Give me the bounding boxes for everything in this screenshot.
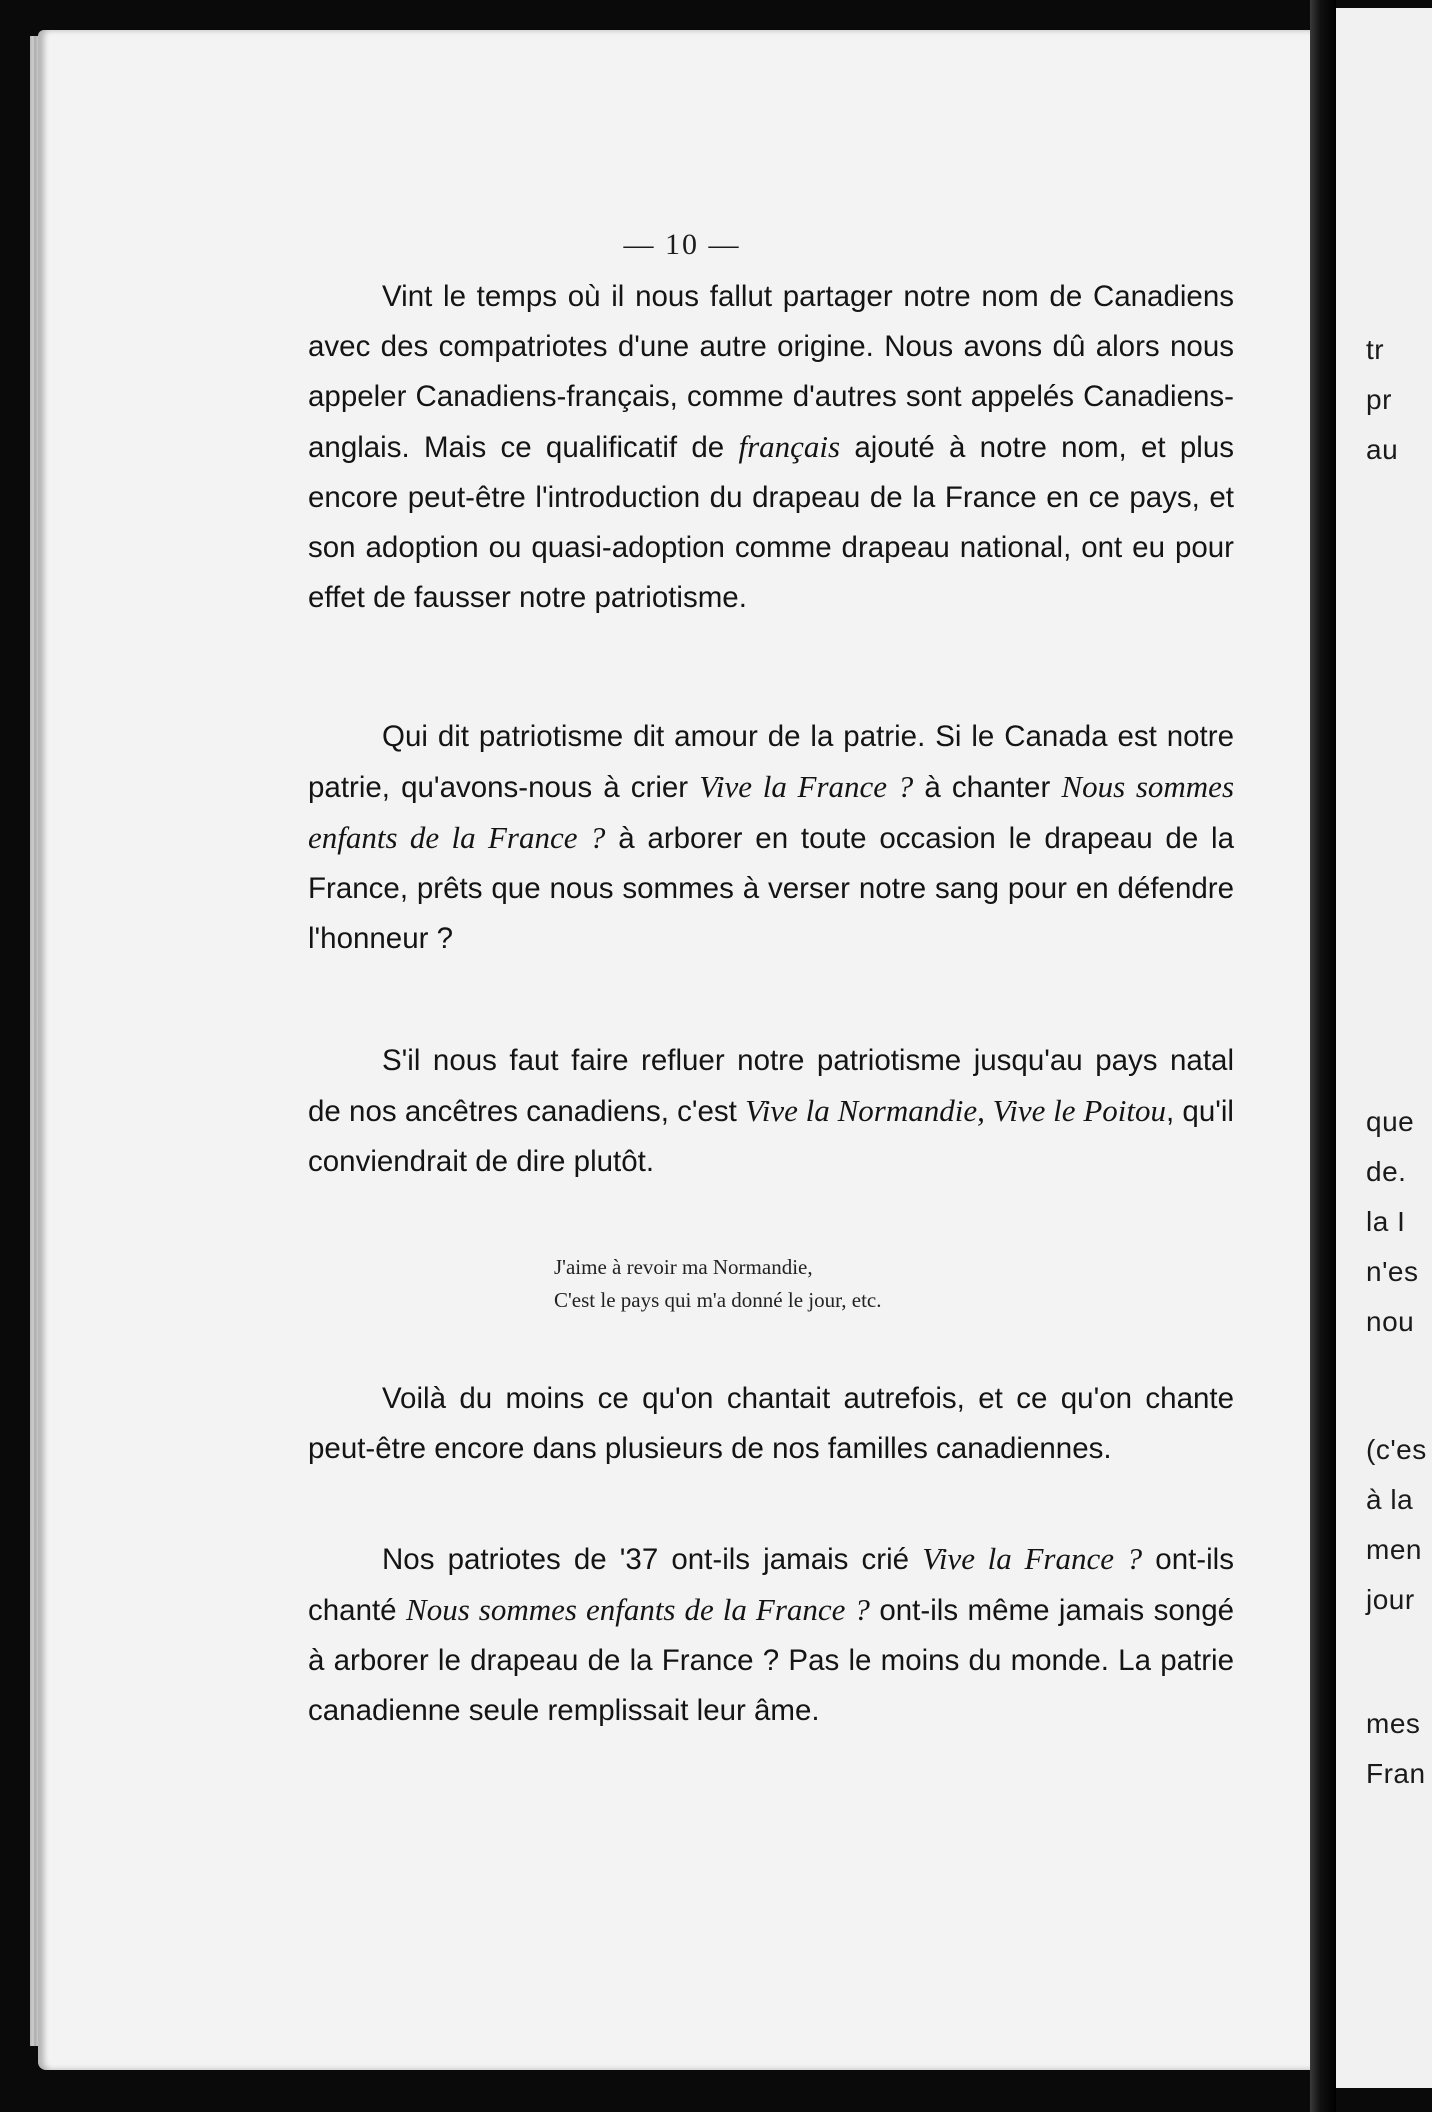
book-gutter xyxy=(1310,0,1336,2112)
text-run: à arborer en toute occasion le drapeau de la France, prêts que nous sommes à verser notre sang pour en défendre l'honneur ? xyxy=(308,822,1234,955)
facing-text: nou xyxy=(1366,1306,1415,1337)
verse-quote xyxy=(554,1251,881,1317)
body-text xyxy=(308,712,1234,964)
facing-text: la I xyxy=(1366,1206,1406,1237)
text-run: , qu'il conviendrait de dire plutôt. xyxy=(308,1095,1234,1178)
facing-text: tr xyxy=(1366,334,1385,365)
text-run: à chanter xyxy=(913,771,1062,804)
italic-run: Vive la Normandie, Vive le Poitou xyxy=(745,1093,1166,1128)
text-run: ont-ils même jamais songé à arborer le drapeau de la France ? Pas le moins du monde. La patrie canadienne seule remplissait leur âme. xyxy=(308,1594,1235,1727)
text-run: ont-ils chanté xyxy=(308,1543,1234,1627)
verse-line: C'est le pays qui m'a donné le jour, etc. xyxy=(554,1288,882,1312)
paragraph-1 xyxy=(308,272,1234,623)
facing-text: men xyxy=(1366,1534,1422,1565)
text-run: ajouté à notre nom, et plus encore peut-être l'introduction du drapeau de la France en ce pays, et son adoption ou quasi-adoption comme drapeau national, ont eu pour effet de fausser notre patriotisme. xyxy=(308,431,1234,614)
body-text xyxy=(308,272,1234,623)
body-text xyxy=(308,1534,1234,1736)
text-run: Vint le temps où il nous fallut partager notre nom de Canadiens avec des compatriotes d'une autre origine. Nous avons dû alors nous appeler Canadiens-français, comme d'autres sont appelés Canadiens-anglais. Mais ce qualificatif de xyxy=(308,280,1234,464)
page-number: — 10 — xyxy=(623,228,741,261)
italic-run: Nous sommes enfants de la France ? xyxy=(308,769,1235,855)
facing-text: jour xyxy=(1366,1584,1415,1615)
italic-run: français xyxy=(738,429,841,464)
text-run: Voilà du moins ce qu'on chantait autrefois, et ce qu'on chante peut-être encore dans plusieurs de nos familles canadiennes. xyxy=(308,1382,1234,1465)
facing-text: n'es xyxy=(1366,1256,1419,1287)
facing-text: de. xyxy=(1366,1156,1407,1187)
paragraph-3 xyxy=(308,1036,1234,1187)
italic-run: Vive la France ? xyxy=(699,769,914,804)
facing-text: à la xyxy=(1366,1484,1414,1515)
text-run: S'il nous faut faire refluer notre patriotisme jusqu'au pays natal de nos ancêtres canadiens, c'est xyxy=(308,1044,1234,1128)
facing-text: pr xyxy=(1366,384,1392,415)
italic-run: Vive la France ? xyxy=(922,1541,1143,1576)
body-text xyxy=(308,1374,1234,1474)
paragraph-5 xyxy=(308,1534,1234,1736)
facing-page xyxy=(1336,8,1432,2088)
facing-text: que xyxy=(1366,1106,1415,1137)
paragraph-2 xyxy=(308,712,1234,964)
facing-text: au xyxy=(1366,434,1399,465)
text-run: Qui dit patriotisme dit amour de la patrie. Si le Canada est notre patrie, qu'avons-nous à crier xyxy=(308,720,1234,804)
text-run: Nos patriotes de '37 ont-ils jamais crié xyxy=(382,1543,923,1576)
facing-text: mes xyxy=(1366,1708,1421,1739)
verse-line: J'aime à revoir ma Normandie, xyxy=(554,1255,813,1279)
italic-run: Nous sommes enfants de la France ? xyxy=(406,1592,870,1627)
facing-text: (c'es xyxy=(1366,1434,1427,1465)
facing-text: Fran xyxy=(1366,1758,1426,1789)
paragraph-4 xyxy=(308,1374,1234,1474)
body-text xyxy=(308,1036,1234,1187)
